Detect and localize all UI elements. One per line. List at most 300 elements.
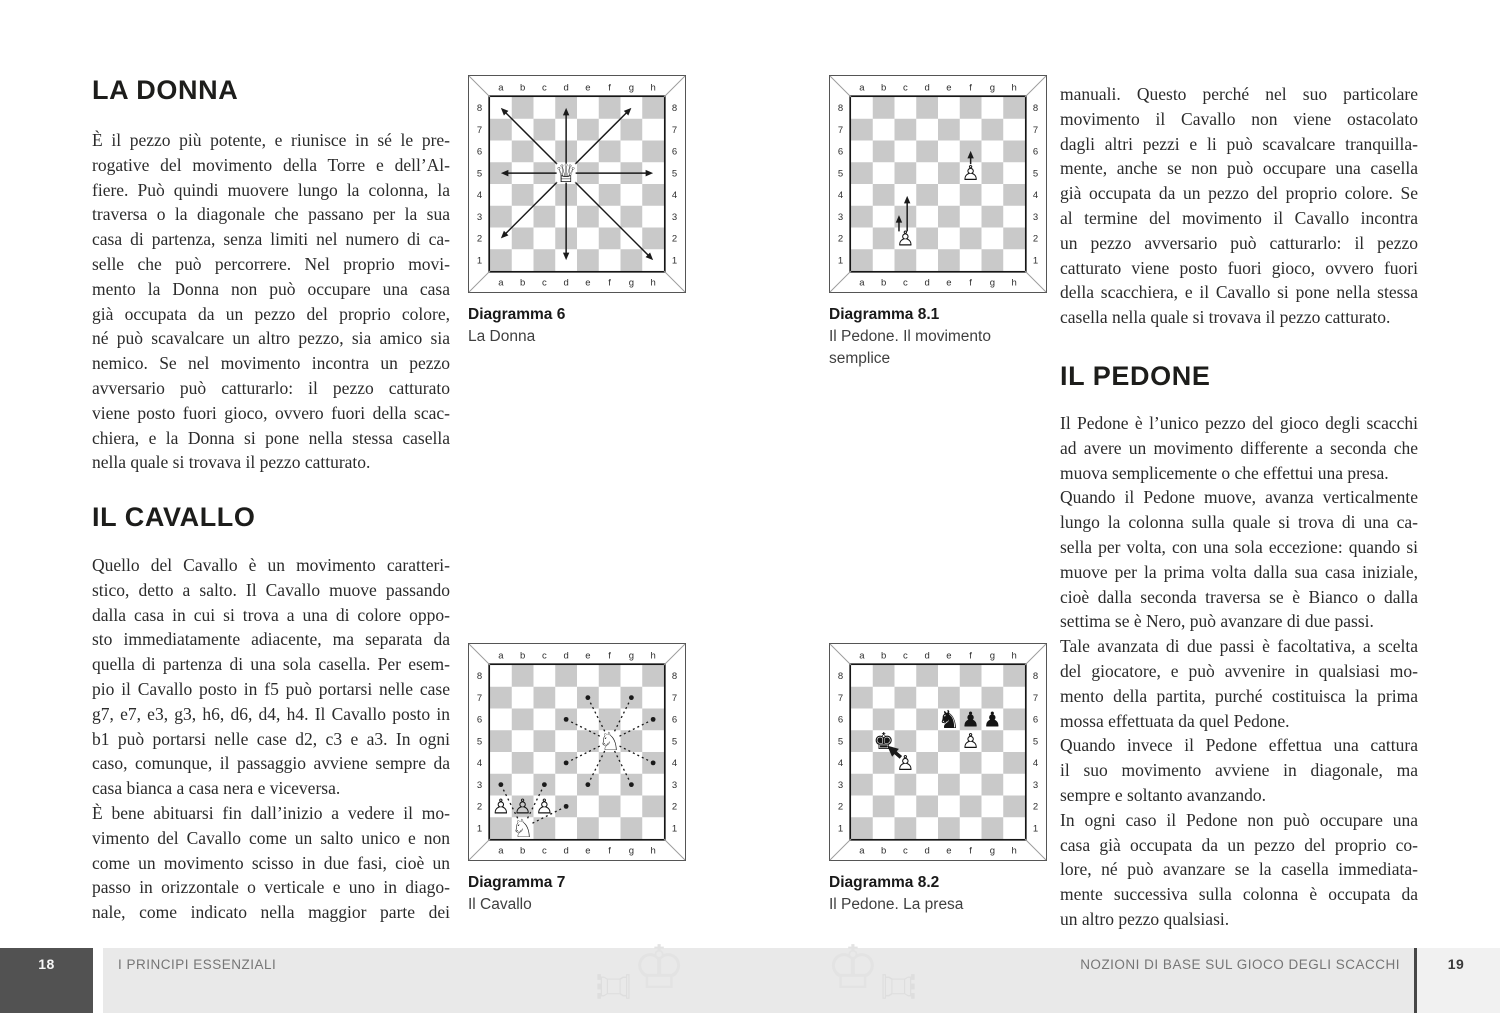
dark-square [982,687,1004,709]
text-line: un pezzo avversario può catturarlo: il pezzo [1060,232,1418,253]
dark-square [1003,228,1025,250]
target-square-dot [564,760,569,765]
dark-square [512,752,534,774]
dark-square [873,665,895,687]
board-coordinate: 6 [671,146,678,158]
diagram-caption-subtitle: Il Pedone. La presa [829,896,964,913]
text-line: selle che può percorrere. Nel proprio movi- [92,253,450,274]
dark-square [599,796,621,818]
text-line: b1 può portarsi nelle case d2, c3 e a3. In ogni [92,728,450,749]
chess-piece-bK: ♚ [873,729,894,756]
board-coordinate: d [563,650,569,662]
chess-piece-bP: ♟ [961,707,980,732]
board-coordinate: d [563,277,569,289]
dark-square [1003,184,1025,206]
dark-square [938,206,960,228]
dark-square [916,752,938,774]
dark-square [895,162,917,184]
dark-square [642,665,664,687]
board-coordinate: b [880,277,887,289]
dark-square [938,119,960,141]
board-coordinate: d [924,277,930,289]
board-coordinate: 1 [1032,255,1039,267]
board-coordinate: d [924,845,930,857]
dark-square [599,97,621,119]
board-coordinate: e [585,82,591,94]
target-square-dot [498,782,503,787]
dark-square [642,184,664,206]
dark-square [642,97,664,119]
dark-square [851,730,873,752]
board-coordinate: a [859,650,865,662]
board-coordinate: 5 [1032,168,1039,180]
board-coordinate: c [903,277,908,289]
chess-piece-wP: ♙ [491,794,511,819]
board-coordinate: 3 [671,779,678,791]
board-coordinate: 4 [476,190,483,202]
dark-square [490,206,512,228]
board-coordinate: 7 [837,692,844,704]
board-coordinate: 8 [1032,103,1039,115]
dark-square [621,249,643,271]
footer-chapter-label-left: I PRINCIPI ESSENZIALI [118,957,277,972]
board-coordinate: d [563,82,569,94]
diagram-caption-title: Diagramma 6 [468,306,566,323]
board-coordinate: 8 [671,671,678,683]
board-coordinate: b [519,845,526,857]
chess-diagram-8-2 [829,643,1047,916]
board-coordinate: e [946,845,952,857]
king-piece-icon: ♔ [632,933,686,1003]
dark-square [960,796,982,818]
text-line: È bene abituarsi fin dall’inizio a vedere il mo- [92,802,450,823]
board-coordinate: a [859,82,865,94]
board-coordinate: 6 [476,146,483,158]
board-coordinate: g [989,845,996,857]
text-line: casa di partenza, senza limiti nel numero di ca- [92,229,450,250]
board-coordinate: c [903,82,908,94]
board-coordinate: d [924,82,930,94]
chess-board-diagram-6 [468,75,686,293]
paragraph-la-donna [92,128,450,475]
text-line: già occupata da un pezzo del proprio colore. Se [1060,183,1418,204]
text-line: movimento il Cavallo non viene ostacolato [1060,108,1418,129]
board-coordinate: 6 [837,146,844,158]
chess-piece-wP: ♙ [896,226,915,251]
board-coordinate: a [498,277,504,289]
text-line: Il Pedone è l’unico pezzo del gioco degli scacchi [1060,413,1418,433]
board-coordinate: h [1011,277,1017,289]
dark-square [895,249,917,271]
chess-board-svg [829,643,1047,861]
chess-board-diagram-7 [468,643,686,861]
dark-square [621,119,643,141]
text-line: manuali. Questo perché nel suo particolare [1060,84,1418,104]
board-coordinate: 1 [476,255,483,267]
dark-square [1003,752,1025,774]
board-coordinate: 6 [671,714,678,726]
board-coordinate: f [969,277,972,289]
board-coordinate: b [519,650,526,662]
target-square-dot [629,782,634,787]
board-coordinate: a [498,650,504,662]
board-coordinate: 3 [476,211,483,223]
board-coordinate: g [989,82,996,94]
chess-board-diagram-8-1 [829,75,1047,293]
chess-diagram-6 [468,75,686,348]
board-coordinate: 6 [1032,714,1039,726]
dark-square [599,141,621,163]
board-coordinate: 2 [671,801,678,813]
board-coordinate: a [859,845,865,857]
dark-square [642,141,664,163]
dark-square [851,162,873,184]
dark-square [490,249,512,271]
dark-square [577,817,599,839]
chess-piece-wP: ♙ [535,794,554,819]
text-line: Tale avanzata di due passi è facoltativa, a scelta [1060,636,1418,657]
dark-square [960,184,982,206]
board-coordinate: 2 [1032,801,1039,813]
target-square-dot [564,717,569,722]
target-square-dot [542,782,547,787]
text-line: lore, né può avanzare se la casella immediata- [1060,859,1418,880]
text-line: avversario può catturarlo: il pezzo catturato [92,377,450,398]
dark-square [960,752,982,774]
chess-board-svg [468,643,686,861]
dark-square [851,119,873,141]
board-coordinate: e [946,82,952,94]
text-line: mossa effettuata da quel Pedone. [1060,710,1290,731]
dark-square [938,774,960,796]
board-coordinate: 8 [837,103,844,115]
dark-square [512,665,534,687]
text-line: caso, comunque, il passaggio avviene sempre da [92,753,450,774]
text-line: dalla casa in cui si trova a una di colore oppo- [92,604,450,625]
board-coordinate: b [880,650,887,662]
board-coordinate: 6 [476,714,483,726]
target-square-dot [651,717,656,722]
dark-square [916,796,938,818]
board-coordinate: 7 [671,692,678,704]
text-line: chiera, e la Donna si pone nella stessa casella [92,427,450,448]
diagram-caption-subtitle: La Donna [468,328,536,345]
section-heading-la-donna: LA DONNA [92,75,239,105]
text-line: sempre e soltanto avanzando. [1060,784,1267,805]
board-coordinate: g [628,277,635,289]
text-line: sto immediatamente adiacente, ma separata da [92,629,450,650]
board-coordinate: f [608,650,611,662]
chess-board-diagram-8-2 [829,643,1047,861]
dark-square [982,119,1004,141]
dark-square [577,119,599,141]
text-line: Quando invece il Pedone effettua una cattura [1060,735,1418,756]
dark-square [938,249,960,271]
board-coordinate: g [628,845,635,857]
dark-square [512,97,534,119]
dark-square [873,141,895,163]
board-coordinate: h [650,845,656,857]
board-coordinate: 4 [837,758,844,770]
board-coordinate: d [924,650,930,662]
dark-square [1003,97,1025,119]
board-coordinate: 5 [476,168,483,180]
board-coordinate: 7 [1032,124,1039,136]
diagram-caption-title: Diagramma 8.1 [829,306,940,323]
board-coordinate: f [969,845,972,857]
text-line: rogative del movimento della Torre e dell’Al- [92,154,450,175]
target-square-dot [651,760,656,765]
dark-square [851,774,873,796]
text-line: passo in orizzontale o verticale e uno in diago- [92,877,450,898]
board-coordinate: 8 [1032,671,1039,683]
dark-square [916,97,938,119]
board-coordinate: 3 [1032,779,1039,791]
board-coordinate: 3 [837,779,844,791]
board-coordinate: 2 [476,801,483,813]
dark-square [895,774,917,796]
board-coordinate: h [650,82,656,94]
dark-square [851,206,873,228]
board-coordinate: h [650,650,656,662]
board-coordinate: g [989,277,996,289]
text-line: catturato viene posto fuori gioco, ovvero fuori [1060,257,1418,278]
dark-square [490,119,512,141]
chess-board-svg [829,75,1047,293]
board-coordinate: c [903,845,908,857]
dark-square [599,665,621,687]
target-square-dot [585,695,590,700]
fallen-rook-icon: ♖ [589,966,641,1007]
dark-square [512,141,534,163]
board-coordinate: 5 [837,736,844,748]
chess-piece-wQ: ♕ [554,158,578,188]
text-line: il suo movimento avviene in diagonale, ma [1060,760,1418,781]
board-coordinate: 3 [476,779,483,791]
dark-square [490,817,512,839]
chess-piece-wP: ♙ [896,750,915,775]
dark-square [512,709,534,731]
chess-board-svg [468,75,686,293]
board-coordinate: f [969,650,972,662]
board-coordinate: 6 [1032,146,1039,158]
text-line: Quando il Pedone muove, avanza verticalmente [1060,487,1418,508]
page-number-left: 18 [38,956,55,972]
dark-square [490,687,512,709]
board-coordinate: f [608,845,611,857]
board-coordinate: 5 [476,736,483,748]
page-number-right: 19 [1447,956,1465,972]
text-line: mento la Donna non può occupare una casa [92,278,450,299]
dark-square [916,709,938,731]
text-line: sella per volta, con una sola eccezione: quando si [1060,536,1418,557]
board-coordinate: c [542,650,547,662]
text-line: della scacchiera, e il Cavallo si pone nella stessa [1060,282,1418,303]
text-line: casa bianca a casa nera e viceversa. [92,778,341,799]
board-coordinate: a [498,82,504,94]
board-coordinate: c [542,845,547,857]
dark-square [895,687,917,709]
board-coordinate: a [859,277,865,289]
target-square-dot [564,804,569,809]
chess-piece-bP: ♟ [983,707,1002,732]
text-line: casella nella quale si trovava il pezzo catturato. [1060,307,1391,328]
board-coordinate: 1 [671,823,678,835]
board-coordinate: 7 [837,124,844,136]
board-coordinate: 7 [476,692,483,704]
board-coordinate: 4 [837,190,844,202]
paragraph-il-cavallo [92,553,450,925]
dark-square [916,141,938,163]
dark-square [873,228,895,250]
board-coordinate: 1 [476,823,483,835]
dark-square [534,249,556,271]
board-coordinate: g [628,650,635,662]
text-line: Quello del Cavallo è un movimento caratteri- [92,555,450,575]
board-coordinate: f [608,277,611,289]
dark-square [512,228,534,250]
dark-square [621,817,643,839]
dark-square [512,184,534,206]
fallen-rook-icon: ♖ [871,966,923,1007]
chess-piece-wN: ♘ [511,813,534,843]
dark-square [851,687,873,709]
dark-square [982,249,1004,271]
dark-square [982,206,1004,228]
chess-piece-wP: ♙ [961,161,980,186]
board-coordinate: 2 [476,233,483,245]
dark-square [982,730,1004,752]
text-line: nale, come indicato nella maggior parte dei [92,902,450,923]
board-coordinate: b [519,82,526,94]
board-coordinate: 5 [671,168,678,180]
chess-piece-wP: ♙ [961,729,980,754]
board-coordinate: f [969,82,972,94]
text-line: viene posto fuori gioco, ovvero fuori della scac- [92,402,450,423]
text-line: casa già occupata da un pezzo del proprio co- [1060,834,1418,855]
text-line: già occupata da un pezzo del proprio colore, [92,303,450,324]
text-line: lungo la colonna sulla quale si trova di una ca- [1060,512,1418,533]
text-line: al termine del movimento il Cavallo incontra [1060,207,1418,228]
dark-square [916,228,938,250]
chess-diagram-7 [468,643,686,916]
text-line: g7, e7, e3, g3, h6, d6, d4, h4. Il Cavallo posto in [92,703,450,724]
text-line: traversa o la diagonale che passano per la sua [92,204,450,225]
board-coordinate: 8 [671,103,678,115]
dark-square [642,796,664,818]
board-coordinate: 2 [671,233,678,245]
board-coordinate: 5 [671,736,678,748]
dark-square [577,249,599,271]
text-line: un altro pezzo qualsiasi. [1060,908,1230,929]
text-line: dagli altri pezzi e li può scavalcare tranquilla- [1060,133,1418,154]
text-line: né può scavalcare un altro pezzo, sia amico sia [92,328,450,349]
board-coordinate: 7 [476,124,483,136]
board-coordinate: h [650,277,656,289]
dark-square [916,184,938,206]
dark-square [1003,796,1025,818]
dark-square [873,796,895,818]
dark-square [938,162,960,184]
board-coordinate: 7 [1032,692,1039,704]
board-coordinate: 8 [476,671,483,683]
dark-square [534,206,556,228]
text-line: come un movimento scisso in due fasi, cioè un [92,852,450,873]
board-coordinate: d [563,845,569,857]
board-coordinate: h [1011,845,1017,857]
paragraph-cavallo-continuation [1060,82,1418,330]
text-line: muove per la prima volta dalla sua casa iniziale, [1060,561,1418,582]
dark-square [642,228,664,250]
footer-divider-gap [93,948,103,1013]
section-heading-il-cavallo: IL CAVALLO [92,502,256,532]
dark-square [577,206,599,228]
text-line: settima se è Nero, può avanzare di due passi. [1060,611,1374,632]
dark-square [916,665,938,687]
board-coordinate: 1 [1032,823,1039,835]
dark-square [534,730,556,752]
footer-chapter-label-right: NOZIONI DI BASE SUL GIOCO DEGLI SCACCHI [1080,957,1400,972]
board-coordinate: 3 [837,211,844,223]
board-coordinate: c [542,277,547,289]
board-coordinate: e [585,277,591,289]
board-coordinate: h [1011,650,1017,662]
text-line: muova semplicemente o che effettui una presa. [1060,462,1389,483]
chess-piece-wP: ♙ [513,794,532,819]
dark-square [851,249,873,271]
board-coordinate: g [628,82,635,94]
board-coordinate: b [880,845,887,857]
dark-square [851,817,873,839]
text-line: del giocatore, e può avvenire in qualsiasi mo- [1060,660,1418,681]
dark-square [534,119,556,141]
dark-square [873,752,895,774]
board-coordinate: h [1011,82,1017,94]
chess-piece-wN: ♘ [598,726,621,756]
text-line: pio il Cavallo posto in f5 può portarsi nelle case [92,678,450,699]
dark-square [873,184,895,206]
board-coordinate: 7 [671,124,678,136]
target-square-dot [585,782,590,787]
section-heading-il-pedone: IL PEDONE [1060,361,1211,391]
board-coordinate: e [946,277,952,289]
dark-square [599,228,621,250]
dark-square [960,228,982,250]
diagram-caption-subtitle: Il Pedone. Il movimento semplice [829,328,991,367]
text-line: nemico. Se nel movimento incontra un pezzo [92,353,450,374]
dark-square [873,709,895,731]
text-line: vimento del Cavallo come un salto unico e non [92,827,450,848]
dark-square [1003,709,1025,731]
text-line: È il pezzo più potente, e riunisce in sé le pre- [92,130,450,150]
text-line: cioè dalla seconda traversa se è Bianco o dalla [1060,586,1418,607]
board-coordinate: 6 [837,714,844,726]
chess-diagram-8-1 [829,75,1047,369]
board-coordinate: 4 [1032,758,1039,770]
diagram-caption-title: Diagramma 8.2 [829,874,940,891]
diagram-caption-subtitle: Il Cavallo [468,896,532,913]
board-coordinate: f [608,82,611,94]
board-coordinate: 4 [1032,190,1039,202]
king-piece-icon: ♔ [826,933,880,1003]
board-coordinate: 5 [1032,736,1039,748]
board-coordinate: 2 [837,233,844,245]
text-line: fiere. Può quindi muovere lungo la colonna, la [92,179,450,200]
dark-square [960,665,982,687]
board-coordinate: b [519,277,526,289]
board-coordinate: 4 [476,758,483,770]
dark-square [938,817,960,839]
